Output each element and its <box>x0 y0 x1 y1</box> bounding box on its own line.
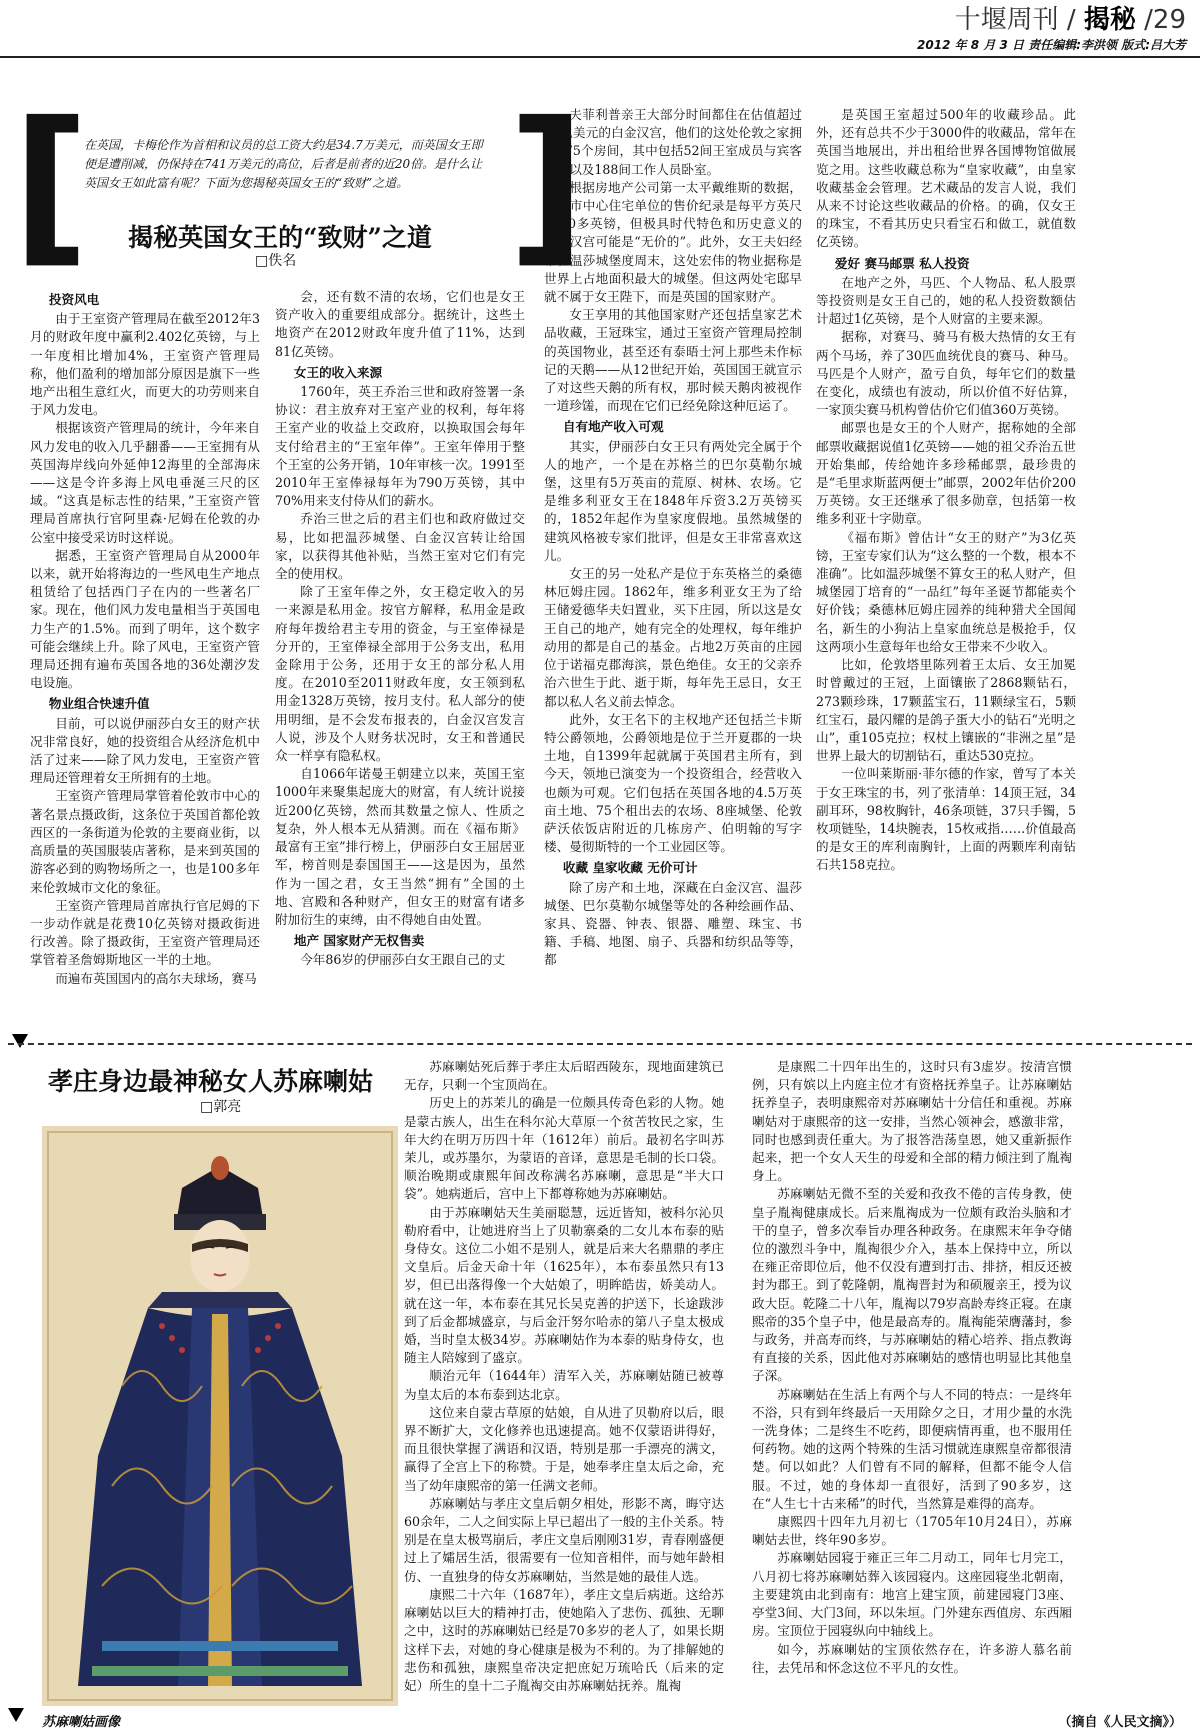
article1-title: 揭秘英国女王的“致财”之道 <box>128 223 432 252</box>
paragraph: 王室资产管理局首席执行官尼姆的下一步动作就是花费10亿英镑对摄政街进行改善。除了摄政街，王室资产管理局还掌管着圣詹姆斯地区一半的土地。 <box>30 897 260 968</box>
masthead <box>0 0 1200 60</box>
caption-marker-icon <box>8 1708 24 1722</box>
paragraph: 女王的另一处私产是位于东英格兰的桑德林厄姆庄园。1862年，维多利亚女王为了给王储爱德华夫妇置业，买下庄园，所以这是女王自己的地产，她有完全的处理权，每年维护动用的都是自己的基金。占地2万英亩的庄园位于诺福克郡海滨，景色绝佳。女王的父亲乔治六世生于此、逝于斯，每年先王忌日，女王都以私人名义前去悼念。 <box>544 566 802 709</box>
paragraph: 顺治元年（1644年）清军入关，苏麻喇姑随已被尊为皇太后的本布泰到达北京。 <box>404 1368 724 1402</box>
article1-intro: 在英国，卡梅伦作为首相和议员的总工资大约是34.7万美元，而英国女王即便是遭削减，仍保持在741万美元的高位，后者是前者的近20倍。是什么让英国女王如此富有呢？下面为您揭秘英国女王的“致财”之道。 <box>84 138 483 190</box>
issue-meta: 2012 年 8 月 3 日 责任编辑:李洪领 版式:吕大芳 <box>917 38 1186 52</box>
paragraph: 据悉，王室资产管理局自从2000年以来，就开始将海边的一些风电生产地点租赁给了包括西门子在内的一些著名厂家。现在，他们风力发电量相当于英国电力生产的1.5%。而到了明年，这个数字可能会继续上升。除了风电，王室资产管理局还拥有遍布英国各地的36处潮汐发电设施。 <box>30 547 260 691</box>
paragraph: 康熙四十四年九月初七（1705年10月24日），苏麻喇姑去世，终年90多岁。 <box>752 1514 1072 1548</box>
paragraph: 是英国王室超过500年的收藏珍品。此外，还有总共不少于3000件的收藏品，常年在英国当地展出，并出租给世界各国博物馆做展览之用。这些收藏总称为“皇家收藏”，由皇家收藏基金会管理。艺术藏品的发言人说，我们从来不讨论这些收藏品的价格。的确，仅女王的珠宝，不看其历史只看宝石和做工，就值数亿英镑。 <box>816 107 1076 250</box>
paragraph: 会，还有数不清的农场，它们也是女王资产收入的重要组成部分。据统计，这些土地资产在2012财政年度升值了11%，达到81亿英镑。 <box>275 289 525 359</box>
article2-column-2 <box>752 1058 1072 1708</box>
paragraph: 女王享用的其他国家财产还包括皇家艺术品收藏，王冠珠宝，通过王室资产管理局控制的英国物业，甚至还有泰晤士河上那些未作标记的天鹅——从12世纪开始，英国国王就宣示了对这些天鹅的所有权，那时候天鹅肉被视作一道珍馐，而现在它们已经免除这种厄运了。 <box>544 307 802 414</box>
article1-column-4 <box>816 106 1076 906</box>
article2-column-1 <box>404 1058 724 1708</box>
paragraph: 历史上的苏茉儿的确是一位颇具传奇色彩的人物。她是蒙古族人，出生在科尔沁大草原一个贫苦牧民之家，生年大约在明万历四十年（1612年）前后。最初名字叫苏茉儿，或苏墨尔，为蒙语的音译，意思是毛制的长口袋。顺治晚期或康熙年间改称满名苏麻喇，意思是“半大口袋”。她病逝后，宫中上下都尊称她为苏麻喇姑。 <box>404 1095 724 1202</box>
paragraph: 乔治三世之后的君主们也和政府做过交易，比如把温莎城堡、白金汉宫转让给国家，以获得其他补贴，当然王室对它们有完全的使用权。 <box>275 511 525 582</box>
section-heading: 爱好 赛马邮票 私人投资 <box>834 255 970 271</box>
article2-author: □郭亮 <box>200 1099 242 1115</box>
portrait-image <box>42 1126 398 1706</box>
paragraph: 是康熙二十四年出生的，这时只有3虚岁。按清宫惯例，只有嫔以上内庭主位才有资格抚养皇子。让苏麻喇姑抚养皇子，表明康熙帝对苏麻喇姑十分信任和重视。苏麻喇姑对于康熙帝的这一安排，当然心领神会，感激非常，同时也感到责任重大。为了报答浩荡皇恩，她又重新振作起来，把一个女人天生的母爱和全部的精力倾注到了胤祹身上。 <box>752 1059 1072 1184</box>
paragraph: 苏麻喇姑无微不至的关爱和孜孜不倦的言传身教，使皇子胤祹健康成长。后来胤祹成为一位颇有政治头脑和才干的皇子，曾多次奉旨办理各种政务。在康熙末年争夺储位的激烈斗争中，胤祹很少介入，基本上保持中立，所以在雍正帝即位后，他不仅没有遭到打击、排挤，相反还被封为郡王。到了乾隆朝，胤祹晋封为和硕履亲王，授为议政大臣。乾隆二十八年，胤祹以79岁高龄寿终正寝。在康熙帝的35个皇子中，他是最高寿的。胤祹能荣膺藩封，参与政务，并高寿而终，与苏麻喇姑的精心培养、指点教诲有直接的关系，因此他对苏麻喇姑的感情也明显比其他皇子深。 <box>752 1186 1072 1384</box>
article1-column-1 <box>30 288 260 1033</box>
page-number: /29 <box>1144 5 1186 35</box>
paragraph: 康熙二十六年（1687年），孝庄文皇后病逝。这给苏麻喇姑以巨大的精神打击，使她陷入了悲伤、孤独、无聊之中，这时的苏麻喇姑已经是70多岁的老人了，如果长期这样下去，对她的身心健康是极为不利的。为了排解她的悲伤和孤独，康熙皇帝决定把庶妃万琉哈氏（后来的定妃）所生的皇十二子胤祹交由苏麻喇姑抚养。胤祹 <box>404 1586 724 1693</box>
paragraph: 自1066年诺曼王朝建立以来，英国王室1000年来聚集起庞大的财富，有人统计说接近200亿英镑，然而其数量之惊人、性质之复杂，外人根本无从猜测。而在《福布斯》最富有王室”排行榜上，伊丽莎白女王屈居亚军，榜首则是泰国国王——这是因为，虽然作为一国之君，女王当然“拥有”全国的土地、宫殿和各种财产，但女王的财富有诸多附加衍生的束缚，由不得她自由处置。 <box>275 766 525 927</box>
section-heading: 投资风电 <box>48 292 100 307</box>
paragraph: 一位叫莱斯丽·菲尔德的作家，曾写了本关于女王珠宝的书，列了张清单：14顶王冠，34副耳环，98枚胸针，46条项链，37只手镯，5枚项链坠，14块腕表，15枚戒指……价值最高的是女王的库利南胸针，上面的两颗库利南钻石共158克拉。 <box>816 766 1076 873</box>
paragraph: 而遍布英国国内的高尔夫球场，赛马 <box>55 970 257 986</box>
section-heading: 收藏 皇家收藏 无价可计 <box>562 860 698 876</box>
paragraph: 如今，苏麻喇姑的宝顶依然存在，许多游人慕名前往，去凭吊和怀念这位不平凡的女性。 <box>752 1641 1072 1675</box>
paragraph: 苏麻喇姑园寝于雍正三年二月动工，同年七月完工，八月初七将苏麻喇姑葬入该园寝内。这座园寝坐北朝南，主要建筑由北到南有：地宫上建宝顶，前建园寝门3座、亭堂3间、大门3间，环以朱垣。门外建东西值房、东西厢房。宝顶位于园寝纵向中轴线上。 <box>752 1550 1072 1639</box>
section-heading: 物业组合快速升值 <box>48 696 150 712</box>
right-bracket: ] <box>508 86 586 284</box>
article1-column-3 <box>544 106 802 1033</box>
portrait-caption: 苏麻喇姑画像 <box>42 1715 121 1730</box>
paragraph: 这位来自蒙古草原的姑娘，自从进了贝勒府以后，眼界不断扩大，文化修养也迅速提高。她不仅蒙语讲得好，而且很快掌握了满语和汉语，特别是那一手漂亮的满文，赢得了全宫上下的称赞。于是，她奉孝庄皇太后之命，充当了幼年康熙帝的第一任满文老师。 <box>404 1404 724 1493</box>
paragraph: 《福布斯》曾估计“女王的财产”为3亿英镑，王室专家们认为“这么整的一个数，根本不准确”。比如温莎城堡不算女王的私人财产，但城堡园丁培育的“一品红”每年圣诞节都能卖个好价钱；桑德林厄姆庄园养的纯种猎犬全国闻名，新生的小狗沾上皇家血统总是极抢手，仅这两项小生意每年也给女王带来不少收入。 <box>816 529 1076 654</box>
section-name: 揭秘 <box>1083 5 1136 35</box>
article1-column-2 <box>275 288 525 1033</box>
paragraph: 苏麻喇姑死后葬于孝庄太后昭西陵东，现地面建筑已无存，只剩一个宝顶尚在。 <box>404 1059 724 1093</box>
paragraph: 由于苏麻喇姑天生美丽聪慧，远近皆知，被科尔沁贝勒府看中，让她进府当上了贝勒寨桑的二女儿本布泰的贴身侍女。这位二小姐不是别人，就是后来大名鼎鼎的孝庄文皇后。后金天命十年（1625年），本布泰虽然只有13岁，但已出落得像一个大姑娘了，明眸皓齿，娇美动人。就在这一年，本布泰在其兄长吴克善的护送下，长途跋涉到了后金都城盛京，与后金汗努尔哈赤的第八子皇太极成婚，当时皇太极34岁。苏麻喇姑作为本泰的贴身侍女，也随主人陪嫁到了盛京。 <box>404 1204 724 1366</box>
article1-author: □佚名 <box>255 253 297 269</box>
section-heading: 女王的收入来源 <box>293 364 383 380</box>
paragraph: 根据该资产管理局的统计，今年来自风力发电的收入几乎翻番——王室拥有从英国海岸线向外延伸12海里的全部海床——这是令许多海上风电垂涎三尺的区域。“这真是标志性的结果，”王室资产管理局首席执行官阿里森·尼姆在伦敦的办公室中接受采访时这样说。 <box>30 420 260 545</box>
paragraph: 根据房地产公司第一太平戴维斯的数据，伦敦市中心住宅单位的售价纪录是每平方英尺7000多英镑，但极具时代特色和历史意义的白金汉宫可能是“无价的”。此外，女王夫妇经常在温莎城堡度周末，这处宏伟的物业据称是世界上占地面积最大的城堡。但这两处宅邸早就不属于女王陛下，而是英国的国家财产。 <box>544 179 802 305</box>
paragraph: 其实，伊丽莎白女王只有两处完全属于个人的地产，一个是在苏格兰的巴尔莫勒尔城堡，这里有5万英亩的荒原、树林、农场。它是维多利亚女王在1848年斥资3.2万英镑买的，1852年起作为皇家度假地。虽然城堡的建筑风格被专家们批评，但是女王非常喜欢这儿。 <box>544 438 802 563</box>
section-divider <box>8 1043 1192 1045</box>
header-rule <box>0 56 1200 58</box>
paragraph: 比如，伦敦塔里陈列着王太后、女王加冕时曾戴过的王冠，上面镶嵌了2868颗钻石，273颗珍珠，17颗蓝宝石，11颗绿宝石，5颗红宝石，最闪耀的是鸽子蛋大小的钻石“光明之山”，重105克拉；权杖上镶嵌的“非洲之星”是世界上最大的切割钻石，重达530克拉。 <box>816 657 1076 764</box>
masthead-title: 十堰周刊 / 揭秘 /29 <box>954 5 1186 35</box>
left-bracket: [ <box>12 86 90 284</box>
paragraph: 苏麻喇姑在生活上有两个与人不同的特点：一是终年不浴，只有到年终最后一天用除夕之日，才用少量的水洗一洗身体；二是终生不吃药，即便病情再重，也不服用任何药物。她的这两个特殊的生活习惯就连康熙皇帝都很清楚。何以如此？人们曾有不同的解释，但都不能令人信服。不过，她的身体却一直很好，活到了90多岁，这在“人生七十古来稀”的时代，当然算是难得的高寿。 <box>752 1386 1072 1511</box>
paper-name: 十堰周刊 <box>954 5 1059 35</box>
paragraph: 据称，对赛马、骑马有极大热情的女王有两个马场，养了30匹血统优良的赛马、种马。马匹是个人财产，盈亏自负，每年它们的数量在变化，成绩也有波动，所以价值不好估算，一家顶尖赛马机构曾估价它们值360万英镑。 <box>816 329 1076 418</box>
paragraph: 夫菲利普亲王大部分时间都住在估值超过50亿美元的白金汉宫，他们的这处伦敦之家拥有775个房间，其中包括52间王室成员与宾客卧室以及188间工作人员卧室。 <box>544 107 802 177</box>
paragraph: 目前，可以说伊丽莎白女王的财产状况非常良好，她的投资组合从经济危机中活了过来——除了风力发电，王室资产管理局还管理着女王所拥有的土地。 <box>30 715 260 786</box>
paragraph: 在地产之外，马匹、个人物品、私人股票等投资则是女王自己的，她的私人投资数额估计超过1亿英镑，是个人财富的主要来源。 <box>816 274 1076 327</box>
paragraph: 1760年，英王乔治三世和政府签署一条协议：君主放弃对王室产业的权利，每年将王室产业的收益上交政府，以换取国会每年支付给君主的“王室年俸”。王室年俸用于整个王室的公务开销，10年审核一次。1991至2010年王室俸禄每年为790万英镑，其中70%用来支付侍从们的薪水。 <box>275 384 525 509</box>
section-heading: 自有地产收入可观 <box>562 419 664 435</box>
article2-title: 孝庄身边最神秘女人苏麻喇姑 <box>48 1067 374 1096</box>
paragraph: 由于王室资产管理局在截至2012年3月的财政年度中赢利2.402亿英镑，与上一年度相比增加4%，王室资产管理局称，他们盈利的增加部分原因是旗下一些地产出租生意红火，而更大的功劳则来自于风力发电。 <box>30 311 260 418</box>
paragraph: 除了王室年俸之外，女王稳定收入的另一来源是私用金。按官方解释，私用金是政府每年拨给君主专用的资金，与王室俸禄是分开的，王室俸禄全部用于公务支出，私用金除用于公务，还用于女王的部分私人用度。在2010至2011财政年度，女王领到私用金1328万英镑，按月支付。私人部分的使用明细，是不会发布报表的，白金汉宫发言人说，涉及个人财务状况时，女王和普通民众一样享有隐私权。 <box>275 584 525 764</box>
section-heading: 地产 国家财产无权售卖 <box>293 933 425 949</box>
divider-marker-icon <box>12 1034 28 1048</box>
paragraph: 王室资产管理局掌管着伦敦市中心的著名景点摄政街，这条位于英国首都伦敦西区的一条街道为伦敦的主要商业街，以高质量的英国服装店著称，是来到英国的游客必到的购物场所之一，也是100多年来伦敦城市文化的象征。 <box>30 788 260 895</box>
paragraph: 苏麻喇姑与孝庄文皇后朝夕相处，形影不离，晦守达60余年，二人之间实际上早已超出了一般的主仆关系。特别是在皇太极骂崩后，孝庄文皇后刚刚31岁，青春刚盛便过上了孀居生活，很需要有一位知音相伴，而与她年龄相仿、一直独身的侍女苏麻喇姑，当然是她的最佳人选。 <box>404 1495 724 1584</box>
portrait-illustration <box>42 1126 398 1706</box>
paragraph: 邮票也是女王的个人财产，据称她的全部邮票收藏据说值1亿英镑——她的祖父乔治五世开始集邮，传给她许多珍稀邮票，最珍贵的是“毛里求斯蓝两便士”邮票，2002年估价200万英镑。女王还继承了很多勋章，包括第一枚维多利亚十字勋章。 <box>816 420 1076 527</box>
paragraph: 今年86岁的伊丽莎白女王跟自己的丈 <box>300 952 506 968</box>
paragraph: 此外，女王名下的主权地产还包括兰卡斯特公爵领地，公爵领地是位于兰开夏郡的一块土地，自1399年起就属于英国君主所有，到今天，领地已演变为一个投资组合，经营收入也颇为可观。它们包括在英国各地的4.5万英亩土地、75个租出去的农场、8座城堡、伦敦萨沃依饭店附近的几栋房产、伯明翰的写字楼、曼彻斯特的一个工业园区等。 <box>544 711 802 855</box>
paragraph: 除了房产和土地，深藏在白金汉宫、温莎城堡、巴尔莫勒尔城堡等处的各种绘画作品、家具、瓷器、钟表、银器、雕塑、珠宝、书籍、手稿、地图、扇子、兵器和纺织品等等，都 <box>544 879 802 968</box>
article2-source: （摘自《人民文摘》） <box>1058 1715 1182 1730</box>
